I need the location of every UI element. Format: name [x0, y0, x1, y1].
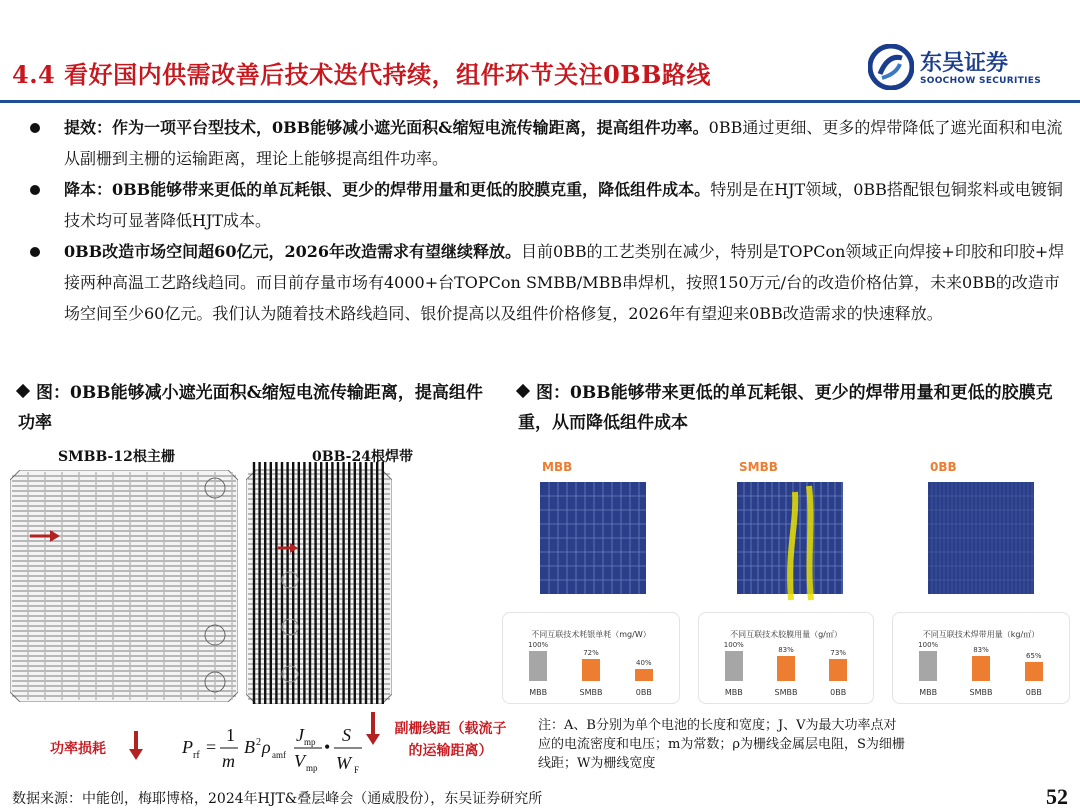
arrow-down-icon [365, 712, 381, 746]
chart-film-usage [698, 612, 874, 704]
svg-text:V: V [294, 751, 305, 771]
bullet-text: 特别是在HJT领域，0BB搭配银包铜浆料或电镀铜技术均可显著降低HJT成本。 [64, 180, 1063, 230]
power-loss-label: 功率损耗 [50, 741, 106, 757]
chart-title: 不同互联技术耗银单耗（mg/W） [531, 630, 651, 639]
chart-bar [829, 659, 847, 681]
svg-text:mp: mp [306, 763, 318, 773]
mbb-panel-image [540, 482, 646, 594]
smbb-label: SMBB-12根主栅 [58, 449, 175, 465]
svg-text:=: = [206, 737, 217, 757]
left-figure-caption: 图：0BB能够减小遮光面积&缩短电流传输距离，提高组件功率 [18, 378, 488, 438]
chart-silver-consumption [502, 612, 680, 704]
chart-data-label: 83% [778, 646, 794, 655]
logo-chinese-text: 东吴证券 [920, 51, 1009, 76]
chart-bar [1025, 662, 1043, 682]
finger-distance-label: 副栅线距（载流子的运输距离） [394, 721, 507, 759]
formula-note: 注：A、B分别为单个电池的长度和宽度；J、V为最大功率点对应的电流密度和电压；m为常数；ρ为栅线金属层电阻，S为细栅线距；W为栅线宽度 [538, 718, 905, 771]
cell-smbb-label: SMBB [739, 460, 778, 474]
bullet-bold: 降本：0BB能够带来更低的单瓦耗银、更少的焊带用量和更低的胶膜克重，降低组件成本。 [64, 180, 711, 199]
chart-category-label: 0BB [635, 688, 652, 697]
chart-bar [972, 656, 990, 681]
chart-data-label: 100% [918, 641, 939, 649]
chart-title: 不同互联技术焊带用量（kg/㎡） [922, 630, 1040, 639]
chart-category-label: MBB [724, 688, 743, 697]
chart-category-label: SMBB [579, 688, 603, 697]
svg-text:F: F [354, 765, 360, 775]
bullet-dot [30, 123, 40, 133]
svg-text:m: m [222, 751, 235, 771]
bullet-market [30, 236, 1065, 329]
zero-bb-cell-diagram [246, 462, 392, 704]
soochow-logo-icon [868, 44, 914, 90]
chart-data-label: 100% [528, 641, 549, 649]
bullet-text: 目前0BB的工艺类别在减少，特别是TOPCon领域正向焊接+印胶和印胶+焊接两种高温工艺路线趋同。而目前存量市场有4000+台TOPCon SMBB/MBB串焊机，按照150万元/台的改造价格估算，未来0BB的改造市场空间至少60亿元。我们认为随着技术路线趋同、银价提高以及组件价格修复，2026年有望迎来0BB改造需求的快速释放。 [64, 242, 1065, 323]
bullet-list [30, 112, 1065, 329]
chart-category-label: 0BB [1025, 688, 1042, 697]
header-rule [0, 100, 1080, 103]
cell-0bb-label: 0BB [930, 460, 957, 474]
svg-text:W: W [336, 753, 351, 773]
svg-text:1: 1 [226, 725, 235, 745]
cell-0bb [928, 460, 1038, 590]
chart-data-label: 100% [723, 641, 744, 649]
svg-text:B: B [244, 737, 255, 757]
svg-text:ρ: ρ [262, 737, 271, 757]
chart-title: 不同互联技术胶膜用量（g/㎡） [730, 630, 842, 639]
svg-text:S: S [342, 725, 351, 745]
zero-bb-label: 0BB-24根焊带 [312, 449, 413, 465]
chart-bar [582, 659, 600, 681]
bullet-text: 0BB通过更细、更多的焊带降低了遮光面积和电流从副栅到主栅的运输距离，理论上能够提高组件功率。 [64, 118, 1063, 168]
page-number: 52 [1046, 784, 1068, 809]
chart-bar [919, 651, 937, 681]
svg-text:2: 2 [256, 737, 261, 748]
svg-text:P: P [182, 737, 193, 757]
power-loss-formula [182, 713, 382, 785]
smbb-cell-diagram [10, 470, 238, 702]
chart-bar [725, 651, 743, 681]
svg-text:mp: mp [304, 737, 316, 747]
right-figure-caption: 图：0BB能够带来更低的单瓦耗银、更少的焊带用量和更低的胶膜克重，从而降低组件成本 [518, 378, 1063, 438]
page-title: 4.4 看好国内供需改善后技术迭代持续，组件环节关注0BB路线 [12, 60, 711, 89]
svg-text:•: • [324, 737, 331, 757]
zero-bb-panel-image [928, 482, 1034, 594]
chart-data-label: 72% [583, 649, 599, 658]
chart-ribbon-usage [892, 612, 1070, 704]
chart-category-label: 0BB [830, 688, 847, 697]
diamond-icon [516, 384, 530, 398]
chart-category-label: MBB [529, 688, 548, 697]
cell-mbb [540, 460, 650, 590]
bullet-cost [30, 174, 1065, 236]
company-logo [868, 44, 1068, 92]
bullet-bold: 0BB改造市场空间超60亿元，2026年改造需求有望继续释放。 [64, 242, 521, 261]
bullet-dot [30, 185, 40, 195]
chart-data-label: 73% [830, 649, 846, 658]
svg-text:J: J [296, 725, 304, 745]
smbb-panel-image [737, 482, 843, 602]
bullet-dot [30, 247, 40, 257]
svg-text:rf: rf [193, 750, 200, 761]
arrow-down-icon [128, 731, 144, 761]
svg-text:amf: amf [272, 750, 286, 760]
chart-data-label: 65% [1026, 651, 1042, 660]
cell-smbb [737, 460, 847, 600]
chart-data-label: 83% [973, 646, 989, 655]
chart-category-label: MBB [919, 688, 938, 697]
data-source: 数据来源：中能创，梅耶博格，2024年HJT&叠层峰会（通威股份），东吴证券研究所 [12, 791, 543, 807]
diamond-icon [16, 384, 30, 398]
chart-category-label: SMBB [774, 688, 798, 697]
bullet-bold: 提效：作为一项平台型技术，0BB能够减小遮光面积&缩短电流传输距离，提高组件功率。 [64, 118, 709, 137]
chart-bar [529, 651, 547, 681]
cell-mbb-label: MBB [542, 460, 573, 474]
bullet-efficiency [30, 112, 1065, 174]
chart-bar [777, 656, 795, 681]
chart-bar [635, 669, 653, 681]
chart-data-label: 40% [636, 659, 652, 667]
logo-english-text: SOOCHOW SECURITIES [920, 76, 1041, 86]
chart-category-label: SMBB [969, 688, 993, 697]
